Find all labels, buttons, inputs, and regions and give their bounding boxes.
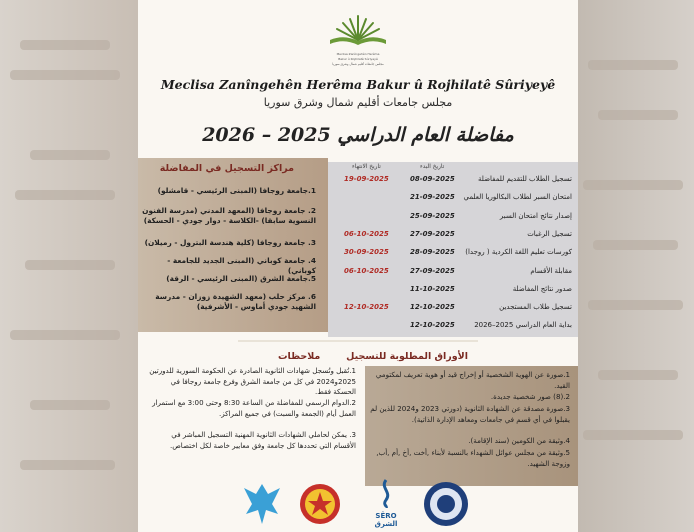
schedule-row-start-date: 21-09-2025	[410, 193, 455, 202]
schedule-row	[328, 320, 578, 334]
schedule-row-start-date: 25-09-2025	[410, 211, 455, 220]
schedule-row-label: تسجيل الطلاب للتقديم للمفاضلة	[478, 175, 572, 183]
center-item: 1.جامعة روجافا (المبنى الرئيسي - قامشلو)	[157, 186, 316, 195]
schedule-table	[328, 162, 578, 337]
university-seal-icon	[422, 478, 470, 530]
schedule-row	[328, 211, 578, 225]
schedule-row-start-date: 27-09-2025	[410, 266, 455, 275]
schedule-row-start-date: 11-10-2025	[410, 284, 455, 293]
required-documents-title: الأوراق المطلوبة للتسجيل	[346, 351, 468, 362]
logo-caption-line-3: مجلس جامعات أقليم شمال وشرق سوريا	[332, 62, 384, 66]
note-item: 1.تُقبل وتُسجل شهادات الثانوية الصادرة عن الحكومة السورية للدورتين 2025و2024 في كل من جامعة الشرق وفرع جامعة روجافا في الحسكة فقط.	[149, 366, 356, 396]
registration-centers-title: مراكز التسجيل في المفاضلة	[159, 163, 294, 174]
org-name-arabic: مجلس جامعات أقليم شمال وشرق سوريا	[263, 96, 453, 109]
sero-name-latin: SÊRO	[375, 512, 397, 520]
announcement-poster	[138, 0, 578, 532]
document-item: 5.وثيقة من مجلس عوائل الشهداء بالنسبة لأبناء ,أخت ,أخ ,أم ,أب, وزوجة الشهيد.	[376, 448, 570, 468]
schedule-row	[328, 174, 578, 188]
center-item: 6. مركز حلب (معهد الشهيدة زوزان - مدرسة الشهيد جودي أماوس - الأشرفية)	[155, 292, 316, 311]
sero-logo	[366, 478, 406, 530]
blurred-background-right	[578, 0, 694, 532]
section-divider	[238, 340, 478, 342]
note-item: 3. يمكن لحاملي الشهادات الثانوية المهنية التسجيل المباشر في الأقسام التي تحددها كل جامعة وفق معايير خاصة لكل اختصاص.	[169, 430, 356, 450]
schedule-row-label: بداية العام الدراسي 2025–2026	[474, 321, 572, 330]
schedule-row-end-date: 06-10-2025	[344, 229, 389, 238]
schedule-row-end-date: 06-10-2025	[344, 266, 389, 275]
schedule-row-start-date: 28-09-2025	[410, 248, 455, 257]
org-name-latin: Meclisa Zanîngehên Herêma Bakur û Rojhilatê Sûriyeyê	[160, 77, 556, 92]
schedule-row	[328, 247, 578, 261]
eagle-emblem-icon	[242, 478, 282, 530]
schedule-row-end-date: 12-10-2025	[344, 303, 389, 312]
schedule-row-start-date: 27-09-2025	[410, 229, 455, 238]
schedule-row-label: كورسات تعليم اللغة الكردية ( روجدا)	[465, 248, 572, 257]
schedule-row	[328, 266, 578, 280]
center-item: 3. جامعة روجافا (كلية هندسة البترول - رميلان)	[144, 238, 316, 247]
schedule-row-label: إصدار نتائج امتحان السبر	[499, 211, 572, 220]
schedule-row-end-date: 30-09-2025	[344, 248, 389, 257]
schedule-row-label: امتحان السبر لطلاب البكالوريا العلمي	[463, 193, 572, 202]
schedule-row-end-date: 19-09-2025	[344, 175, 389, 183]
center-item: 2. جامعة روجافا (المعهد المدني (مدرسة الفنون النسوية سابقا) -الكلاسة - دوار جودي - الحسكة)	[142, 206, 316, 225]
blurred-background-left	[0, 0, 138, 532]
note-item: 2.الدوام الرسمي للمفاضلة من الساعة 8:30 وحتى 3:00 مع استمرار العمل أيام (الجمعة والسبت) في جميع المراكز.	[152, 398, 356, 418]
column-header-start: تاريخ البدء	[420, 164, 445, 170]
red-star-emblem-icon	[298, 478, 342, 530]
schedule-row-label: مقابلة الأقسام	[530, 266, 572, 275]
schedule-row	[328, 284, 578, 298]
schedule-row-start-date: 08-09-2025	[410, 175, 455, 183]
logo-caption-line-2: Bakur û Rojhilatê Sûriyeyê	[338, 57, 378, 61]
schedule-row-start-date: 12-10-2025	[410, 303, 455, 312]
schedule-row-start-date: 12-10-2025	[410, 321, 455, 330]
document-item: 3.صورة مصدقة عن الشهادة الثانوية (دورتي 2023 و2024 للذين لم يقبلوا في أي قسم في جامعات ومعاهد الإدارة الذاتية).	[370, 404, 570, 424]
sero-logo-text	[366, 512, 406, 528]
document-item: 1.صورة عن الهوية الشخصية أو إخراج قيد أو هوية تعريف لمكتومي القيد.	[375, 370, 570, 390]
registration-centers-panel	[138, 158, 328, 332]
wheat-book-logo-icon	[316, 10, 400, 50]
sero-mark-icon	[366, 478, 406, 508]
schedule-row	[328, 192, 578, 206]
sero-name-arabic: الشرق	[374, 520, 398, 528]
schedule-row-label: تسجيل طلاب المستجدين	[499, 303, 572, 312]
document-item: 4.وثيقة من الكومين (سند الإقامة).	[468, 436, 570, 445]
schedule-row-label: تسجيل الرغبات	[527, 229, 572, 238]
schedule-row	[328, 229, 578, 243]
logo-caption-line-1: Meclisa Zanîngehên Herêma	[336, 52, 380, 56]
center-item: 4. جامعة كوباني (المبنى الجديد للجامعة - كوباني)	[167, 256, 316, 275]
document-item: 2.(8) صور شخصية جديدة.	[490, 392, 570, 401]
center-item: 5.جامعة الشرق (المبنى الرئيسي - الرقة)	[166, 274, 316, 283]
column-header-end: تاريخ الانتهاء	[352, 164, 381, 170]
schedule-row-label: صدور نتائج المفاضلة	[512, 284, 572, 293]
schedule-row	[328, 302, 578, 316]
notes-title: ملاحظات	[278, 351, 321, 362]
page-title: مفاضلة العام الدراسي 2025 – 2026	[202, 124, 514, 146]
